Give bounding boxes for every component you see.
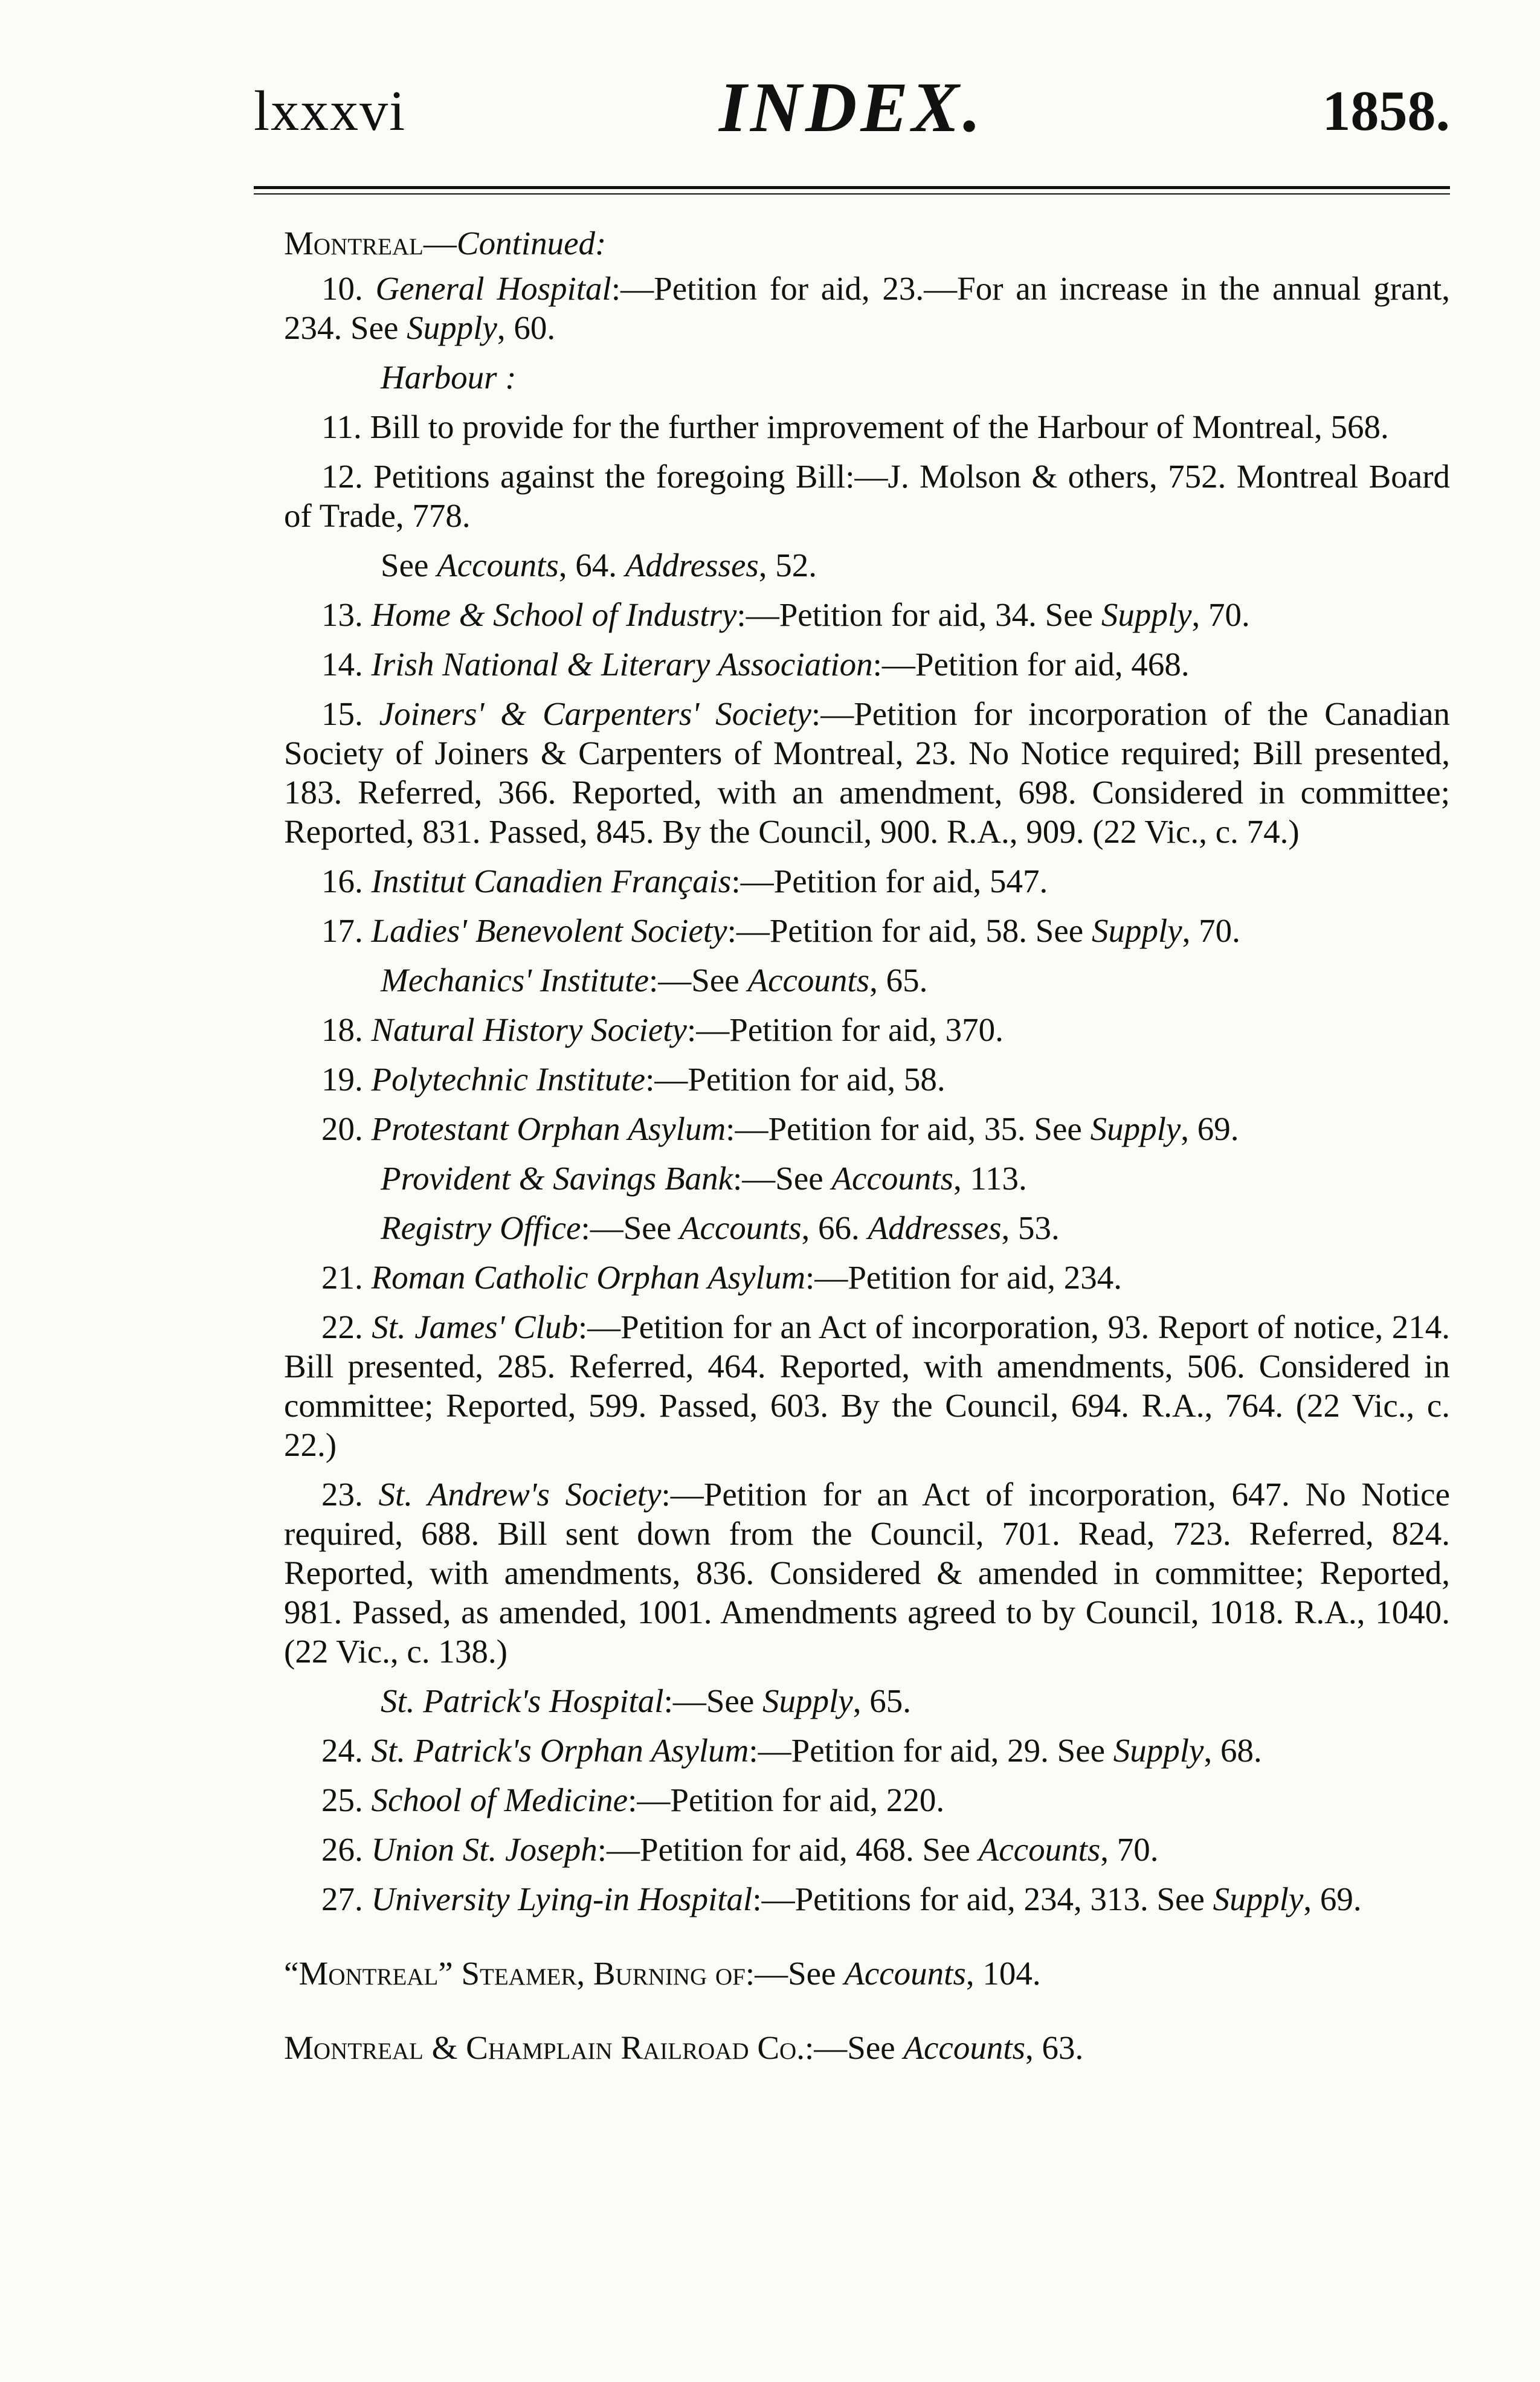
entry-text: :—See: [732, 1160, 832, 1197]
index-subentry-st-patricks-hospital: [284, 1681, 1450, 1721]
index-see-also: [284, 546, 1450, 585]
entry-number: 21.: [321, 1259, 363, 1296]
entry-ref: Supply: [1113, 1732, 1204, 1769]
entry-text: :—Petition for an Act of incorporation, 93. Report of notice, 214. Bill presented, 285. Referred, 464. Reported, with amendments, 506. Considered in committee; Reported, 599. Passed, 603. By the Council, 694. R.A., 764. (22 Vic., c. 22.): [284, 1308, 1451, 1463]
index-entry-21: [284, 1258, 1450, 1297]
entry-subject: School of Medicine: [371, 1782, 628, 1818]
entry-subject: Polytechnic Institute: [371, 1061, 646, 1098]
entry-text: See: [381, 547, 437, 584]
entry-text: Bill to provide for the further improvement of the Harbour of Montreal, 568.: [370, 408, 1389, 445]
entry-text: :—Petition for aid, 23.—For an increase in the annual grant, 234. See: [284, 270, 1451, 346]
entry-subject: Roman Catholic Orphan Asylum: [371, 1259, 806, 1296]
section-heading-label: Montreal—: [284, 225, 457, 262]
entry-ref: Supply: [407, 309, 497, 346]
entry-text: :—Petition for an Act of incorporation, 647. No Notice required, 688. Bill sent down from the Council, 701. Read, 723. Referred, 824. Reported, with amendments, 836. Considered & amended in committee; Reported, 981. Passed, as amended, 1001. Amendments agreed to by Council, 1018. R.A., 1040. (22 Vic., c. 138.): [284, 1476, 1451, 1670]
entry-number: 17.: [321, 912, 363, 949]
entry-ref: Accounts: [978, 1831, 1101, 1868]
entry-text: :—Petition for aid, 468.: [872, 646, 1190, 683]
entry-tail: , 104.: [965, 1955, 1041, 1992]
header-rule-thin: [254, 193, 1450, 195]
entry-subject: Ladies' Benevolent Society: [371, 912, 727, 949]
entry-ref: Addresses: [625, 547, 759, 584]
entry-text: :—Petition for aid, 34. See: [736, 596, 1101, 633]
index-entry-22: [284, 1307, 1450, 1464]
entry-ref: Supply: [1101, 596, 1192, 633]
page-year: 1858.: [1322, 80, 1450, 143]
index-entry-27: [284, 1879, 1450, 1919]
entry-tail: , 65.: [852, 1682, 911, 1719]
entry-tail: , 60.: [497, 309, 556, 346]
index-entry-montreal-steamer: [284, 1954, 1450, 1993]
entry-tail: , 53.: [1001, 1209, 1060, 1246]
entry-text: :—Petition for aid, 547.: [731, 863, 1048, 900]
entry-subject: Irish National & Literary Association: [371, 646, 873, 683]
entry-text: :—See: [745, 1955, 845, 1992]
entry-subject: Mechanics' Institute: [381, 962, 649, 999]
entry-number: 24.: [321, 1732, 363, 1769]
entry-tail: , 69.: [1181, 1110, 1239, 1147]
entry-subject: Protestant Orphan Asylum: [371, 1110, 726, 1147]
index-entry-19: [284, 1060, 1450, 1099]
section-heading: [284, 224, 1450, 263]
entry-number: 22.: [321, 1308, 363, 1345]
entry-subject: Natural History Society: [371, 1011, 687, 1048]
section-heading-continued: Continued:: [456, 225, 607, 262]
entry-text: :—Petition for aid, 29. See: [749, 1732, 1113, 1769]
entry-subject: St. James' Club: [372, 1308, 578, 1345]
entry-text: :—Petition for aid, 220.: [628, 1782, 945, 1818]
entry-number: 19.: [321, 1061, 363, 1098]
entry-number: 18.: [321, 1011, 363, 1048]
entry-number: 12.: [321, 458, 363, 495]
entry-subject: St. Andrew's Society: [378, 1476, 662, 1513]
index-subheading-harbour: [284, 358, 1450, 397]
entry-ref: Accounts: [831, 1160, 954, 1197]
entry-tail: , 70.: [1182, 912, 1240, 949]
index-body: [284, 211, 1450, 2067]
entry-subject: Joiners' & Carpenters' Society: [379, 695, 811, 732]
entry-number: 16.: [321, 863, 363, 900]
entry-text: :—Petition for aid, 58.: [645, 1061, 946, 1098]
entry-number: 10.: [321, 270, 363, 307]
entry-number: 25.: [321, 1782, 363, 1818]
entry-ref: Accounts: [747, 962, 870, 999]
entry-tail: , 69.: [1303, 1881, 1362, 1917]
entry-ref: Supply: [1090, 1110, 1181, 1147]
index-entry-montreal-champlain-railroad: [284, 2028, 1450, 2067]
index-entry-24: [284, 1731, 1450, 1770]
entry-text: :—See: [649, 962, 748, 999]
entry-text: :—Petitions for aid, 234, 313. See: [752, 1881, 1213, 1917]
entry-ref: Addresses: [868, 1209, 1002, 1246]
entry-label: “Montreal” Steamer, Burning of: [284, 1955, 746, 1992]
entry-text: :—Petition for aid, 468. See: [597, 1831, 979, 1868]
index-entry-10: [284, 269, 1450, 347]
entry-subject: Harbour :: [381, 359, 517, 396]
entry-number: 20.: [321, 1110, 363, 1147]
index-subentry-provident: [284, 1159, 1450, 1198]
page-title: INDEX.: [719, 68, 985, 147]
entry-ref: Supply: [1213, 1881, 1304, 1917]
entry-label: Montreal & Champlain Railroad Co.: [284, 2029, 805, 2066]
entry-tail: , 68.: [1203, 1732, 1262, 1769]
entry-text: :—See: [663, 1682, 763, 1719]
page-header: [254, 66, 1450, 157]
entry-ref: Accounts: [844, 1955, 966, 1992]
index-entry-13: [284, 595, 1450, 634]
index-entry-17: [284, 911, 1450, 950]
entry-text: , 66.: [801, 1209, 868, 1246]
index-entry-25: [284, 1780, 1450, 1820]
entry-text: :—See: [804, 2029, 904, 2066]
entry-subject: Institut Canadien Français: [371, 863, 732, 900]
entry-ref: Accounts: [679, 1209, 802, 1246]
entry-number: 14.: [321, 646, 363, 683]
entry-subject: Provident & Savings Bank: [381, 1160, 733, 1197]
index-entry-12: [284, 457, 1450, 535]
entry-number: 15.: [321, 695, 363, 732]
entry-ref: Supply: [1091, 912, 1182, 949]
entry-ref: Accounts: [437, 547, 559, 584]
index-entry-11: [284, 407, 1450, 446]
index-subentry-mechanics: [284, 961, 1450, 1000]
entry-ref: Accounts: [903, 2029, 1026, 2066]
index-subentry-registry: [284, 1208, 1450, 1247]
entry-text: :—Petition for aid, 58. See: [727, 912, 1092, 949]
entry-subject: Union St. Joseph: [371, 1831, 598, 1868]
index-entry-20: [284, 1109, 1450, 1148]
entry-subject: St. Patrick's Hospital: [381, 1682, 664, 1719]
index-entry-15: [284, 694, 1450, 851]
index-entry-26: [284, 1830, 1450, 1869]
entry-subject: General Hospital: [375, 270, 611, 307]
entry-text: :—Petition for incorporation of the Canadian Society of Joiners & Carpenters of Montreal, 23. No Notice required; Bill presented, 183. Referred, 366. Reported, with an amendment, 698. Considered in committee; Reported, 831. Passed, 845. By the Council, 900. R.A., 909. (22 Vic., c. 74.): [284, 695, 1451, 850]
index-entry-23: [284, 1475, 1450, 1671]
entry-text: Petitions against the foregoing Bill:—J. Molson & others, 752. Montreal Board of Trade, 778.: [284, 458, 1451, 534]
header-rule-thick: [254, 186, 1450, 189]
entry-number: 11.: [321, 408, 362, 445]
entry-subject: Home & School of Industry: [371, 596, 737, 633]
entry-text: , 64.: [558, 547, 625, 584]
entry-tail: , 70.: [1191, 596, 1250, 633]
page-number: lxxxvi: [254, 80, 407, 143]
entry-subject: Registry Office: [381, 1209, 581, 1246]
entry-number: 23.: [321, 1476, 363, 1513]
index-entry-16: [284, 861, 1450, 901]
entry-text: :—Petition for aid, 370.: [686, 1011, 1004, 1048]
entry-number: 13.: [321, 596, 363, 633]
entry-subject: St. Patrick's Orphan Asylum: [371, 1732, 749, 1769]
entry-tail: , 113.: [953, 1160, 1027, 1197]
entry-text: :—See: [581, 1209, 680, 1246]
entry-text: :—Petition for aid, 234.: [805, 1259, 1123, 1296]
entry-tail: , 63.: [1025, 2029, 1084, 2066]
entry-ref: Supply: [762, 1682, 853, 1719]
entry-text: :—Petition for aid, 35. See: [726, 1110, 1091, 1147]
entry-subject: University Lying-in Hospital: [371, 1881, 753, 1917]
index-entry-14: [284, 645, 1450, 684]
entry-number: 27.: [321, 1881, 363, 1917]
index-entry-18: [284, 1010, 1450, 1049]
entry-tail: , 65.: [869, 962, 928, 999]
entry-tail: , 70.: [1100, 1831, 1159, 1868]
entry-tail: , 52.: [758, 547, 817, 584]
entry-number: 26.: [321, 1831, 363, 1868]
